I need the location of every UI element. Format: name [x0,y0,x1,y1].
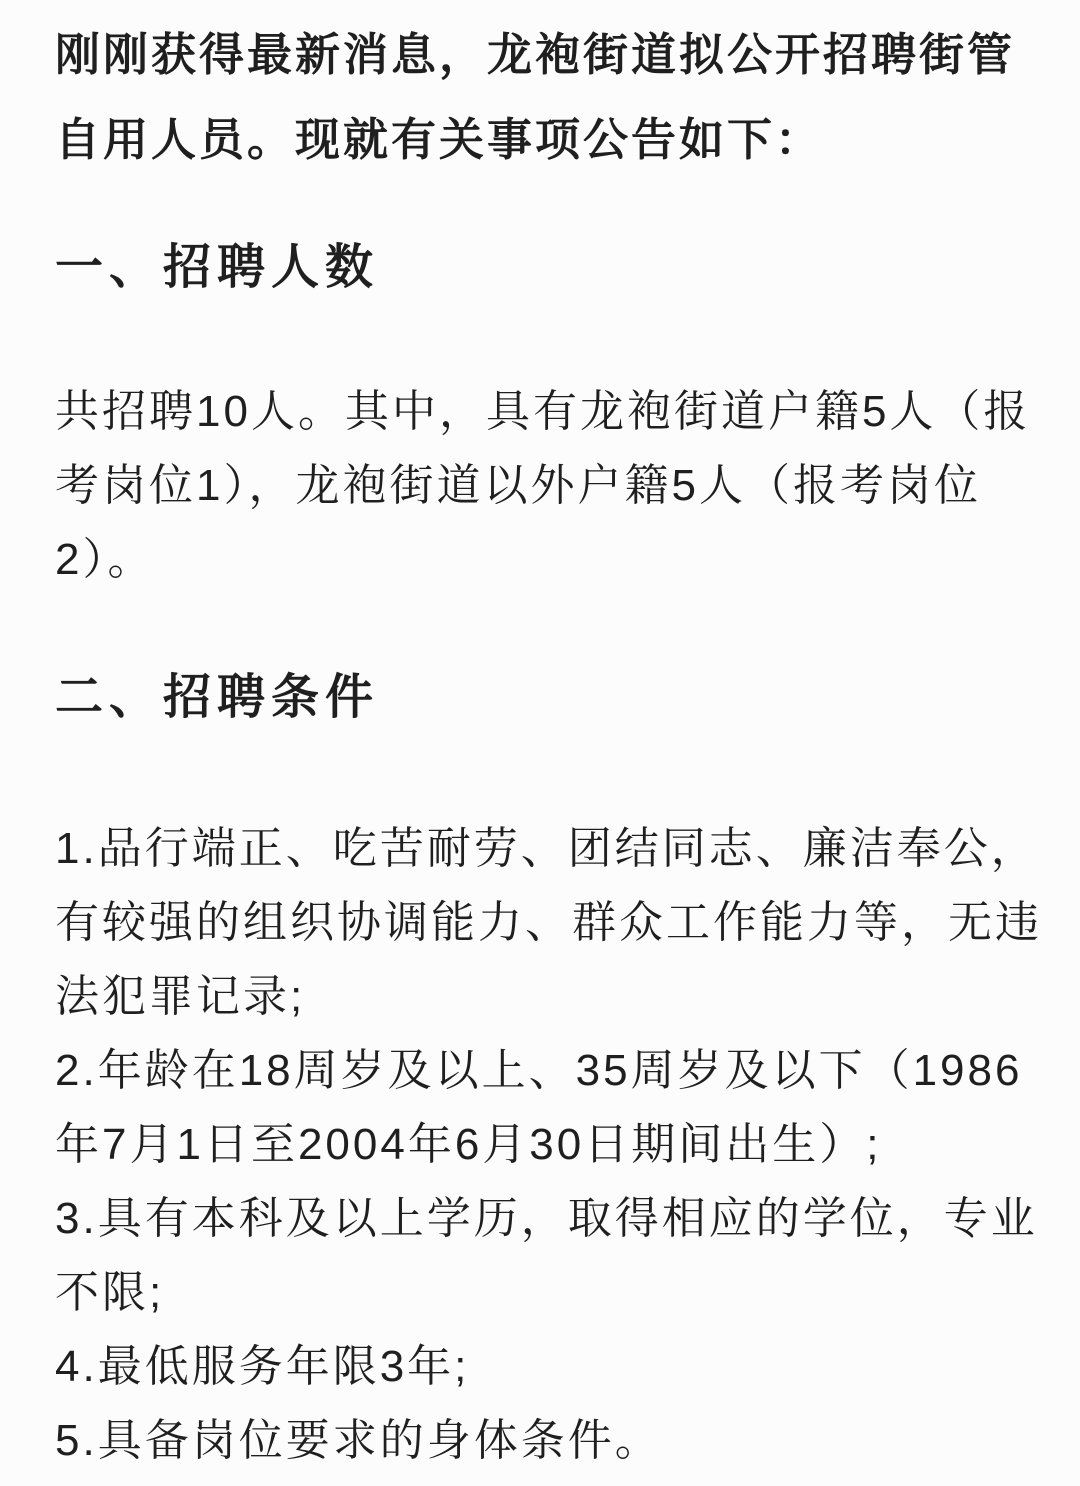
text-line: 共招聘10人。其中，具有龙袍街道户籍5人（报 [55,387,1031,436]
recruit-count-paragraph [55,375,1030,597]
text-line: 考岗位1），龙袍街道以外户籍5人（报考岗位 [55,461,981,510]
text-line: 3.具有本科及以上学历，取得相应的学位，专业 [55,1194,1038,1243]
text-line: 年7月1日至2004年6月30日期间出生）; [55,1120,882,1169]
text-line: 5.具备岗位要求的身体条件。 [55,1416,662,1465]
text-line: 自用人员。现就有关事项公告如下： [55,114,824,165]
text-line: 2）。 [55,535,155,584]
text-line: 1.品行端正、吃苦耐劳、团结同志、廉洁奉公， [55,824,1038,873]
text-line: 4.最低服务年限3年; [55,1342,470,1391]
conditions-list [55,812,1042,1478]
text-line: 有较强的组织协调能力、群众工作能力等，无违 [55,898,1042,947]
text-line: 刚刚获得最新消息，龙袍街道拟公开招聘街管 [55,29,1016,80]
section-heading-recruit-count: 一、招聘人数 [55,241,380,294]
text-line: 2.年龄在18周岁及以上、35周岁及以下（1986 [55,1046,1023,1095]
intro-paragraph [55,12,1030,182]
text-line: 法犯罪记录; [55,972,306,1021]
section-heading-recruit-conditions: 二、招聘条件 [55,671,380,724]
text-line: 不限; [55,1268,165,1317]
